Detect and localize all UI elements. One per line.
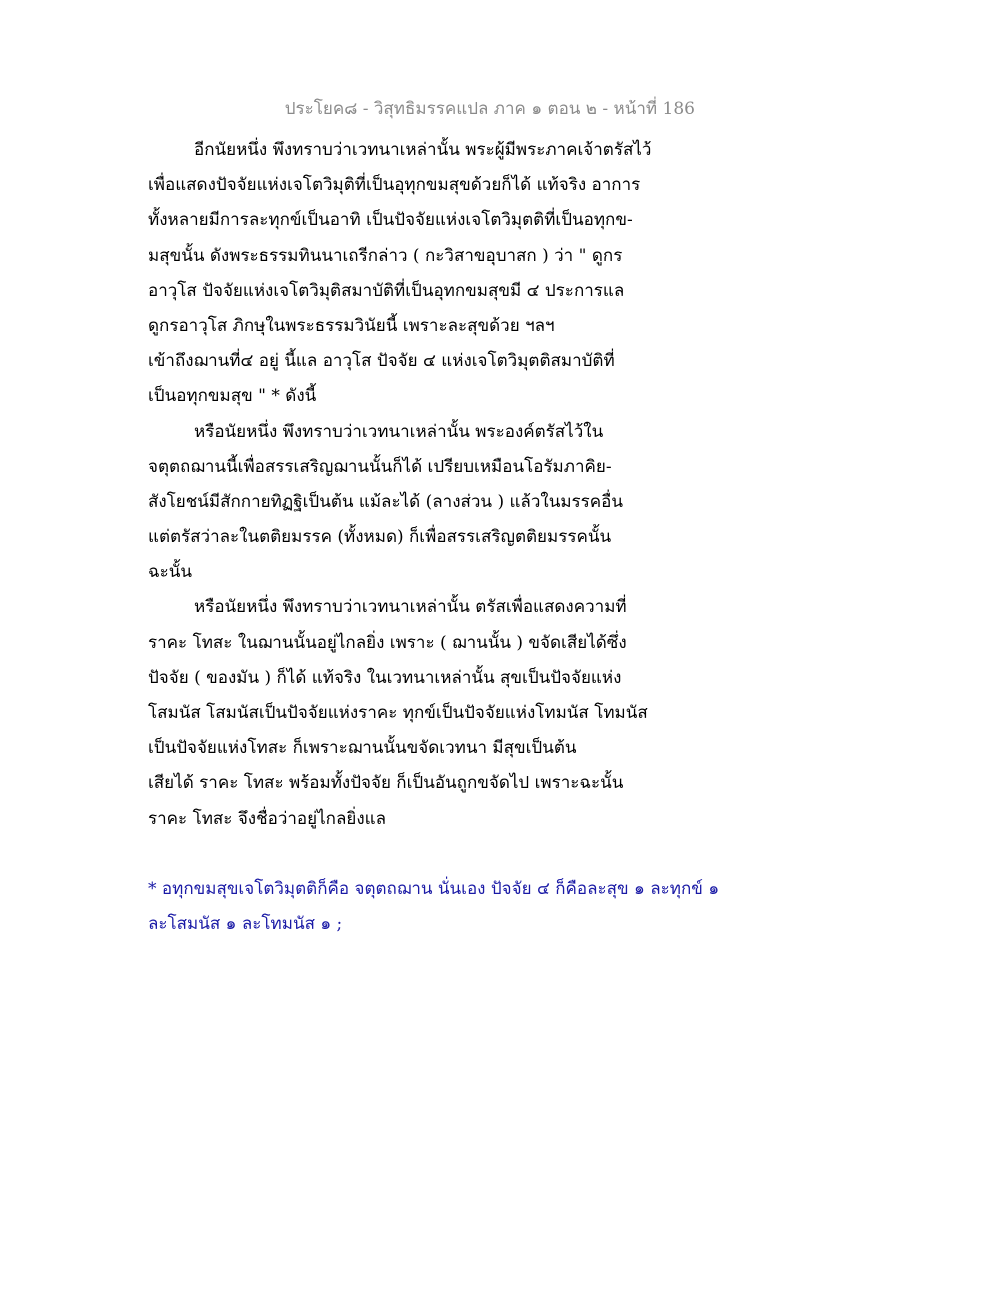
text-line: หรือนัยหนึ่ง พึงทราบว่าเวทนาเหล่านั้น พระองค์ตรัสไว้ใน bbox=[194, 421, 604, 442]
text-line: ฉะนั้น bbox=[148, 562, 192, 583]
footnote-line: * อทุกขมสุขเจโตวิมุตติก็คือ จตุตถฌาน นั่นเอง ปัจจัย ๔ ก็คือละสุข ๑ ละทุกข์ ๑ bbox=[148, 878, 720, 899]
text-line: เพื่อแสดงปัจจัยแห่งเจโตวิมุติที่เป็นอุทุกขมสุขด้วยก็ได้ แท้จริง อาการ bbox=[148, 175, 641, 196]
text-line: เสียได้ ราคะ โทสะ พร้อมทั้งปัจจัย ก็เป็นอันถูกขจัดไป เพราะฉะนั้น bbox=[148, 773, 624, 794]
text-line: หรือนัยหนึ่ง พึงทราบว่าเวทนาเหล่านั้น ตรัสเพื่อแสดงความที่ bbox=[194, 597, 627, 618]
text-line: เป็นปัจจัยแห่งโทสะ ก็เพราะฌานนั้นขจัดเวทนา มีสุขเป็นต้น bbox=[148, 738, 577, 759]
text-line: แต่ตรัสว่าละในตติยมรรค (ทั้งหมด) ก็เพื่อสรรเสริญตติยมรรคนั้น bbox=[148, 527, 612, 548]
text-line: เข้าถึงฌานที่๔ อยู่ นี้แล อาวุโส ปัจจัย ๔ แห่งเจโตวิมุตติสมาบัติที่ bbox=[148, 351, 615, 372]
footnote-line: ละโสมนัส ๑ ละโทมนัส ๑ ; bbox=[148, 913, 343, 934]
body-text bbox=[148, 133, 720, 942]
text-line: ราคะ โทสะ จึงชื่อว่าอยู่ไกลยิ่งแล bbox=[148, 808, 386, 829]
paragraph-3 bbox=[148, 590, 708, 836]
paragraph-1 bbox=[148, 133, 708, 415]
text-line: สังโยชน์มีสักกายทิฏฐิเป็นต้น แม้ละได้ (ลางส่วน ) แล้วในมรรคอื่น bbox=[148, 491, 623, 512]
page-header: ประโยค๘ - วิสุทธิมรรคแปล ภาค ๑ ตอน ๒ - หน้าที่ 186 bbox=[284, 99, 695, 119]
paragraph-2 bbox=[148, 415, 708, 591]
text-line: จตุตถฌานนี้เพื่อสรรเสริญฌานนั้นก็ได้ เปรียบเหมือนโอรัมภาคิย- bbox=[148, 456, 612, 477]
text-line: อีกนัยหนึ่ง พึงทราบว่าเวทนาเหล่านั้น พระผู้มีพระภาคเจ้าตรัสไว้ bbox=[194, 140, 652, 160]
footnote bbox=[148, 872, 720, 942]
text-line: มสุขนั้น ดังพระธรรมทินนาเถรีกล่าว ( กะวิสาขอุบาสก ) ว่า " ดูกร bbox=[148, 245, 623, 266]
text-line: ทั้งหลายมีการละทุกข์เป็นอาทิ เป็นปัจจัยแห่งเจโตวิมุตติที่เป็นอทุกข- bbox=[148, 210, 633, 231]
text-line: ดูกรอาวุโส ภิกษุในพระธรรมวินัยนี้ เพราะละสุขด้วย ฯลฯ bbox=[148, 315, 555, 336]
text-line: อาวุโส ปัจจัยแห่งเจโตวิมุติสมาบัติที่เป็นอุทกขมสุขมี ๔ ประการแล bbox=[148, 280, 625, 301]
text-line: โสมนัส โสมนัสเป็นปัจจัยแห่งราคะ ทุกข์เป็นปัจจัยแห่งโทมนัส โทมนัส bbox=[148, 703, 648, 723]
footnote-gap bbox=[148, 837, 708, 872]
text-line: ปัจจัย ( ของมัน ) ก็ได้ แท้จริง ในเวทนาเหล่านั้น สุขเป็นปัจจัยแห่ง bbox=[148, 667, 622, 688]
text-line: เป็นอทุกขมสุข " * ดังนี้ bbox=[148, 386, 317, 407]
text-line: ราคะ โทสะ ในฌานนั้นอยู่ไกลยิ่ง เพราะ ( ฌานนั้น ) ขจัดเสียได้ซึ่ง bbox=[148, 632, 627, 653]
